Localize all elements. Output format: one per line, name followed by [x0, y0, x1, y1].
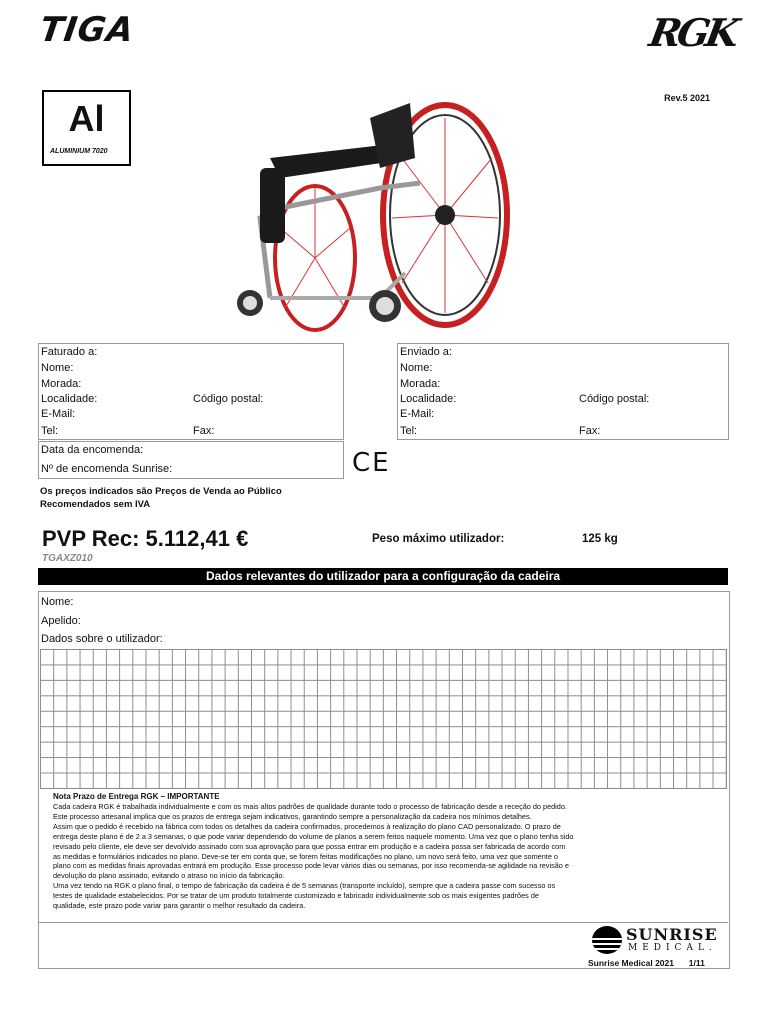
billing-box — [38, 343, 344, 440]
notes-grid[interactable] — [40, 649, 727, 789]
footer-company: Sunrise Medical 2021 — [588, 958, 674, 968]
material-name: ALUMINIUM 7020 — [50, 148, 108, 155]
prices-notice-line1: Os preços indicados são Preços de Venda ao Público — [40, 486, 282, 497]
prices-notice — [40, 485, 340, 511]
delivery-note-title: Nota Prazo de Entrega RGK – IMPORTANTE — [53, 792, 220, 801]
delivery-note-line: qualidade, este prazo pode variar para garantir o melhor resultado da cadeira. — [53, 901, 306, 911]
order-number-label: Nº de encomenda Sunrise: — [41, 463, 173, 475]
product-code: TGAXZ010 — [42, 553, 93, 564]
delivery-note-line: entrega deste plano é de 2 a 3 semanas, o que pode variar dependendo do volume de planos a serem feitos naquele momento. Uma vez que o plano tenha sido — [53, 831, 574, 841]
billing-fax-label: Fax: — [193, 425, 215, 437]
delivery-note-line: Este processo artesanal implica que os prazos de entrega sejam indicativos, garantindo sempre a personalização da cadeira nos mínimos detalhes. — [53, 811, 532, 821]
shipping-city-label: Localidade: — [400, 393, 457, 405]
user-name-label: Nome: — [41, 596, 74, 608]
footer-line — [588, 958, 705, 968]
delivery-note-line: as medidas e formulários indicados no plano. Deve-se ter em conta que, se forem feitas modificações no plano, um novo será feito, uma vez que somente o — [53, 851, 558, 861]
shipping-address-label: Morada: — [400, 378, 441, 390]
order-date-label: Data da encomenda: — [41, 444, 144, 456]
revision-label: Rev.5 2021 — [664, 93, 710, 103]
user-section-title: Dados relevantes do utilizador para a configuração da cadeira — [38, 568, 728, 585]
billing-city-label: Localidade: — [41, 393, 98, 405]
billing-phone-label: Tel: — [41, 425, 59, 437]
sent-to-label: Enviado a: — [400, 346, 452, 358]
wheelchair-image — [230, 88, 530, 333]
prices-notice-line2: Recomendados sem IVA — [40, 499, 151, 510]
user-data-label: Dados sobre o utilizador: — [41, 633, 163, 645]
max-weight-label: Peso máximo utilizador: — [372, 533, 505, 545]
delivery-note-line: Cada cadeira RGK é trabalhada individualmente e com os mais altos padrões de qualidade durante todo o processo de fabricação desde a receção do pedido. — [53, 802, 567, 811]
page-number: 1/11 — [688, 958, 705, 968]
shipping-phone-label: Tel: — [400, 425, 418, 437]
sunrise-icon — [592, 926, 622, 954]
shipping-fax-label: Fax: — [579, 425, 601, 437]
billing-postal-label: Código postal: — [193, 393, 264, 405]
rgk-logo: RGK — [646, 10, 740, 55]
divider — [38, 922, 728, 923]
shipping-postal-label: Código postal: — [579, 393, 650, 405]
material-symbol: Al — [68, 98, 105, 139]
delivery-note-line: plano com as medidas finais aprovadas entrará em produção. Esse processo pode levar vários dias ou semanas, por isso recomenda-se agilidade na revisão e — [53, 861, 569, 871]
delivery-note-line: Assim que o pedido é recebido na fábrica com todos os detalhes da cadeira confirmados, procedemos à realização do plano CAD personalizado. O prazo de — [53, 821, 561, 831]
max-weight-value: 125 kg — [582, 533, 618, 545]
delivery-note-line: devolução do plano assinado, evitando o atraso no início da fabricação. — [53, 871, 285, 881]
shipping-box — [397, 343, 729, 440]
delivery-note-line: Uma vez tendo na RGK o plano final, o tempo de fabricação da cadeira é de 5 semanas (transporte incluído), sempre que a cadeira passe com sucesso os — [53, 881, 556, 891]
ce-mark-icon: CE — [352, 448, 391, 478]
logo-sub: MEDICAL. — [628, 943, 717, 953]
order-box — [38, 441, 344, 479]
billing-name-label: Nome: — [41, 362, 74, 374]
billing-address-label: Morada: — [41, 378, 82, 390]
delivery-note-line: testes de qualidade estabelecidos. Por se tratar de um produto totalmente customizado e fabricado individualmente sob os mais exigentes padrões de — [53, 891, 539, 901]
billing-email-label: E-Mail: — [41, 408, 76, 420]
shipping-name-label: Nome: — [400, 362, 433, 374]
delivery-note-line: revisado pelo cliente, ele deve ser devolvido assinado com sua aprovação para que possa entrar em produção e a cadeira possa ser fabricada de acordo com — [53, 841, 566, 851]
aluminium-material-badge — [42, 90, 131, 166]
recommended-price: PVP Rec: 5.112,41 € — [42, 526, 249, 551]
user-surname-label: Apelido: — [41, 615, 81, 627]
billed-to-label: Faturado a: — [41, 346, 98, 358]
shipping-email-label: E-Mail: — [400, 408, 435, 420]
logo-word: SUNRISE — [626, 925, 718, 944]
tiga-logo: TIGA — [37, 10, 137, 50]
delivery-note-body — [53, 802, 718, 911]
